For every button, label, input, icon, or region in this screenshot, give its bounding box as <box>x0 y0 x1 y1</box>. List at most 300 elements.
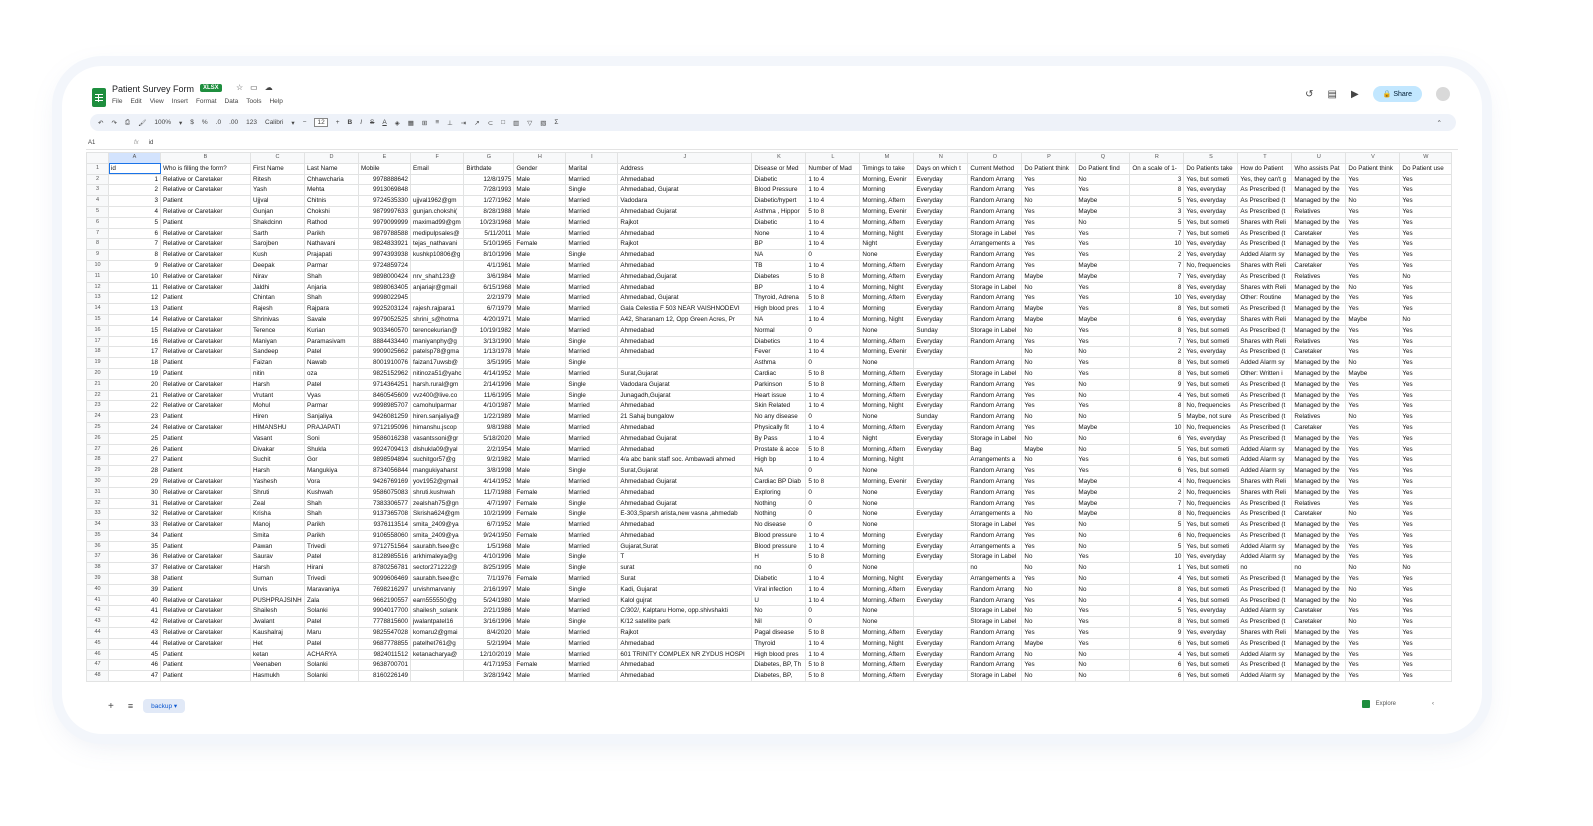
cell[interactable]: Everyday <box>914 239 968 250</box>
cell[interactable]: None <box>860 250 914 261</box>
cell[interactable]: Morning, Evenir <box>860 476 914 487</box>
cell[interactable]: Yash <box>251 185 305 196</box>
cell[interactable]: No <box>1022 358 1076 369</box>
cell[interactable]: Morning, Aftern <box>860 584 914 595</box>
cell[interactable]: smita_2409@ya <box>411 520 464 531</box>
cell[interactable]: Soni <box>305 433 359 444</box>
row-header[interactable]: 1 <box>87 163 109 174</box>
cell[interactable]: anjariajr@gmail <box>411 282 464 293</box>
cell[interactable]: Managed by the <box>1292 185 1346 196</box>
cell[interactable]: As Prescribed (t <box>1238 390 1292 401</box>
cell[interactable]: Yes, everyday <box>1184 293 1238 304</box>
cell[interactable]: Yes <box>1076 606 1130 617</box>
cell[interactable]: Yes <box>1346 466 1400 477</box>
meet-icon[interactable]: ▶ <box>1350 88 1359 100</box>
cell[interactable]: E-303,Sparsh arista,new vasna ,ahmedab <box>618 509 752 520</box>
cell[interactable]: As Prescribed (t <box>1238 304 1292 315</box>
cell[interactable]: Yes, everyday <box>1184 282 1238 293</box>
cell[interactable]: 0 <box>806 617 860 628</box>
cell[interactable]: 0 <box>806 606 860 617</box>
cell[interactable]: Ahmedabad, Gujarat <box>618 185 752 196</box>
cell[interactable]: 9712195096 <box>359 422 411 433</box>
valign-icon[interactable]: ⊥ <box>447 119 453 127</box>
cell[interactable]: Surat,Gujarat <box>618 466 752 477</box>
cell[interactable]: Yes, but someti <box>1184 520 1238 531</box>
cell[interactable]: Male <box>514 401 566 412</box>
cell[interactable]: Managed by the <box>1292 433 1346 444</box>
cell[interactable]: Yes <box>1076 628 1130 639</box>
cell[interactable]: Yes <box>1400 260 1452 271</box>
cell[interactable]: 5 <box>1130 196 1184 207</box>
cell[interactable]: 6 <box>1130 530 1184 541</box>
cell[interactable]: Yes <box>1346 239 1400 250</box>
cell[interactable]: Married <box>566 422 618 433</box>
cell[interactable]: 1 to 4 <box>806 174 860 185</box>
cell[interactable]: 9586016238 <box>359 433 411 444</box>
cell[interactable]: Yes <box>1022 574 1076 585</box>
move-folder-icon[interactable]: ▭ <box>250 83 258 92</box>
cell[interactable]: Kush <box>251 250 305 261</box>
column-header[interactable]: P <box>1022 153 1076 164</box>
cell[interactable]: no <box>1292 563 1346 574</box>
cell[interactable]: Managed by the <box>1292 401 1346 412</box>
cell[interactable]: Everyday <box>914 595 968 606</box>
cell[interactable]: Married <box>566 530 618 541</box>
cell[interactable]: Yes, but someti <box>1184 379 1238 390</box>
cell[interactable]: 9/24/1950 <box>464 530 514 541</box>
cell[interactable]: Veenaben <box>251 660 305 671</box>
cell[interactable]: Relatives <box>1292 412 1346 423</box>
cell[interactable]: Everyday <box>914 260 968 271</box>
cell[interactable]: Added Alarm sy <box>1238 671 1292 682</box>
cell[interactable]: Everyday <box>914 206 968 217</box>
cell[interactable]: Suchit <box>251 455 305 466</box>
cell[interactable]: Yes <box>1346 217 1400 228</box>
cell[interactable]: As Prescribed (t <box>1238 574 1292 585</box>
cell[interactable]: 9638700701 <box>359 660 411 671</box>
cell[interactable]: 4/a abc bank staff soc. Ambawadi ahmed <box>618 455 752 466</box>
column-header[interactable]: A <box>109 153 161 164</box>
cell[interactable]: Ahmedabad <box>618 671 752 682</box>
cell[interactable]: Female <box>514 498 566 509</box>
cell[interactable]: Yes, but someti <box>1184 649 1238 660</box>
cell[interactable]: harsh.rural@gm <box>411 379 464 390</box>
cell[interactable]: Yes, but someti <box>1184 574 1238 585</box>
cell[interactable]: Random Arrang <box>968 260 1022 271</box>
cell[interactable]: Yes <box>1346 455 1400 466</box>
cell[interactable]: Yes, but someti <box>1184 174 1238 185</box>
cell[interactable]: Nawab <box>305 358 359 369</box>
cell[interactable]: Relatives <box>1292 498 1346 509</box>
cell[interactable]: Asthma , Hippor <box>752 206 806 217</box>
cell[interactable]: Everyday <box>914 401 968 412</box>
cell[interactable]: Deepak <box>251 260 305 271</box>
cell[interactable]: 35 <box>109 541 161 552</box>
cell[interactable]: Kurian <box>305 325 359 336</box>
cell[interactable]: Shakdcinn <box>251 217 305 228</box>
cell[interactable]: Ahmedabad <box>618 660 752 671</box>
cell[interactable]: 0 <box>806 358 860 369</box>
cell[interactable]: Morning, Aftern <box>860 293 914 304</box>
cell[interactable]: Married <box>566 401 618 412</box>
cell[interactable]: Everyday <box>914 217 968 228</box>
cell[interactable]: No, frequencies <box>1184 422 1238 433</box>
cell[interactable]: No <box>1076 379 1130 390</box>
cell[interactable]: 5 <box>109 217 161 228</box>
cell[interactable]: Smita <box>251 530 305 541</box>
cell[interactable]: Relative or Caretaker <box>161 347 251 358</box>
side-panel-toggle-icon[interactable]: ‹ <box>1432 701 1434 707</box>
cell[interactable]: Ahmedabad Gujarat <box>618 206 752 217</box>
cell[interactable]: None <box>860 606 914 617</box>
row-header[interactable]: 29 <box>87 466 109 477</box>
cell[interactable]: Married <box>566 304 618 315</box>
cell[interactable]: Yes <box>1022 660 1076 671</box>
column-header[interactable]: D <box>305 153 359 164</box>
cell[interactable]: Viral infection <box>752 584 806 595</box>
row-header[interactable]: 4 <box>87 196 109 207</box>
number-format-button[interactable]: 123 <box>246 119 257 126</box>
cell[interactable]: Yes <box>1400 379 1452 390</box>
cell[interactable]: 10/2/1999 <box>464 509 514 520</box>
cell[interactable]: Patient <box>161 574 251 585</box>
cell[interactable]: Kalol gujrat <box>618 595 752 606</box>
cell[interactable]: Relative or Caretaker <box>161 282 251 293</box>
cell[interactable]: Managed by the <box>1292 638 1346 649</box>
cell[interactable]: Gor <box>305 455 359 466</box>
cell[interactable]: Single <box>566 509 618 520</box>
cell[interactable]: 4 <box>1130 574 1184 585</box>
cell[interactable]: No <box>1076 671 1130 682</box>
cell[interactable]: 10 <box>1130 422 1184 433</box>
cell[interactable]: Blood Pressure <box>752 185 806 196</box>
cell[interactable]: Male <box>514 617 566 628</box>
cell[interactable]: Single <box>566 584 618 595</box>
cell[interactable]: Zala <box>305 595 359 606</box>
cell[interactable]: Everyday <box>914 574 968 585</box>
cell[interactable]: Married <box>566 628 618 639</box>
cell[interactable]: Morning, Aftern <box>860 390 914 401</box>
cell[interactable]: 0 <box>806 412 860 423</box>
cell[interactable]: Rathod <box>305 217 359 228</box>
cell[interactable]: Morning, Aftern <box>860 422 914 433</box>
cell[interactable]: Maybe <box>1022 314 1076 325</box>
cell[interactable]: 1 to 4 <box>806 390 860 401</box>
cell[interactable]: Maybe <box>1076 509 1130 520</box>
cell[interactable]: 9586075083 <box>359 487 411 498</box>
cell[interactable]: Do Patients take <box>1184 163 1238 174</box>
cell[interactable]: Yes <box>1346 541 1400 552</box>
cell[interactable]: Male <box>514 368 566 379</box>
cell[interactable]: Yes <box>1400 422 1452 433</box>
cell[interactable]: Yes <box>1022 174 1076 185</box>
cell[interactable]: Yes <box>1346 174 1400 185</box>
cell[interactable]: Yes <box>1076 638 1130 649</box>
cell[interactable]: Shah <box>305 293 359 304</box>
cell[interactable]: First Name <box>251 163 305 174</box>
cell[interactable]: Added Alarm sy <box>1238 358 1292 369</box>
cell[interactable]: Asthma <box>752 358 806 369</box>
cell[interactable]: Yes, but someti <box>1184 660 1238 671</box>
cell[interactable]: Maybe <box>1022 444 1076 455</box>
cell[interactable]: Yes <box>1400 455 1452 466</box>
cell[interactable]: 10 <box>1130 552 1184 563</box>
cell[interactable]: 6 <box>1130 455 1184 466</box>
cell[interactable]: H <box>752 552 806 563</box>
cell[interactable]: Morning <box>860 541 914 552</box>
cell[interactable]: 31 <box>109 498 161 509</box>
row-header[interactable]: 23 <box>87 401 109 412</box>
row-header[interactable]: 5 <box>87 206 109 217</box>
cell[interactable]: None <box>860 325 914 336</box>
cell[interactable]: nitinoza51@yahc <box>411 368 464 379</box>
cell[interactable]: Married <box>566 282 618 293</box>
cell[interactable]: Everyday <box>914 293 968 304</box>
cell[interactable]: Everyday <box>914 314 968 325</box>
cell[interactable]: Random Arrang <box>968 628 1022 639</box>
cell[interactable]: Yes <box>1400 444 1452 455</box>
cell[interactable]: 9099606469 <box>359 574 411 585</box>
cell[interactable]: Days on which t <box>914 163 968 174</box>
cell[interactable]: Patient <box>161 671 251 682</box>
cell[interactable]: Storage in Label <box>968 368 1022 379</box>
row-header[interactable]: 20 <box>87 368 109 379</box>
cell[interactable]: As Prescribed (t <box>1238 401 1292 412</box>
cell[interactable]: Yes, but someti <box>1184 336 1238 347</box>
cell[interactable]: 8734056844 <box>359 466 411 477</box>
cell[interactable]: 11/7/1988 <box>464 487 514 498</box>
cell[interactable]: Surat <box>618 574 752 585</box>
cell[interactable]: terencekurian@ <box>411 325 464 336</box>
cell[interactable]: Shares with Reli <box>1238 487 1292 498</box>
cell[interactable]: Yes <box>1346 433 1400 444</box>
cell[interactable]: Maniyan <box>251 336 305 347</box>
cell[interactable]: 5 to 8 <box>806 368 860 379</box>
cell[interactable] <box>914 466 968 477</box>
cell[interactable]: Relative or Caretaker <box>161 552 251 563</box>
cell[interactable]: Storage in Label <box>968 433 1022 444</box>
cell[interactable]: Morning, Night <box>860 282 914 293</box>
cell[interactable]: Yes <box>1346 606 1400 617</box>
cell[interactable]: 7383306577 <box>359 498 411 509</box>
cell[interactable]: 4 <box>1130 649 1184 660</box>
cell[interactable]: 9 <box>1130 628 1184 639</box>
cell[interactable]: Yes <box>1400 401 1452 412</box>
cell[interactable]: Night <box>860 239 914 250</box>
column-header[interactable]: T <box>1238 153 1292 164</box>
cell[interactable]: Married <box>566 412 618 423</box>
cell[interactable]: 21 Sahaj bungalow <box>618 412 752 423</box>
cell[interactable]: Morning, Aftern <box>860 368 914 379</box>
cell[interactable] <box>411 185 464 196</box>
cell[interactable]: Female <box>514 239 566 250</box>
cell[interactable]: 9978888642 <box>359 174 411 185</box>
cell[interactable]: Single <box>566 617 618 628</box>
cell[interactable]: 3/16/1996 <box>464 617 514 628</box>
row-header[interactable]: 27 <box>87 444 109 455</box>
cell[interactable]: 6 <box>1130 671 1184 682</box>
cell[interactable]: As Prescribed (t <box>1238 196 1292 207</box>
cell[interactable]: Relative or Caretaker <box>161 228 251 239</box>
cell[interactable]: By Pass <box>752 433 806 444</box>
cell[interactable]: 2/21/1986 <box>464 606 514 617</box>
cell[interactable]: 39 <box>109 584 161 595</box>
cell[interactable]: Do Patient find <box>1076 163 1130 174</box>
cell[interactable]: Relative or Caretaker <box>161 628 251 639</box>
cell[interactable]: 11/6/1995 <box>464 390 514 401</box>
cell[interactable]: High blood pres <box>752 304 806 315</box>
cell[interactable]: None <box>860 509 914 520</box>
cell[interactable]: Single <box>566 466 618 477</box>
cell[interactable]: 8 <box>1130 509 1184 520</box>
cell[interactable]: 0 <box>806 509 860 520</box>
cell[interactable]: Managed by the <box>1292 520 1346 531</box>
cell[interactable]: 5 to 8 <box>806 476 860 487</box>
cell[interactable]: 8780256781 <box>359 563 411 574</box>
cell[interactable]: 8 <box>1130 368 1184 379</box>
cell[interactable]: No, frequencies <box>1184 509 1238 520</box>
cell[interactable]: Diabetic <box>752 574 806 585</box>
cell[interactable]: 29 <box>109 476 161 487</box>
cell[interactable]: Yes <box>1346 336 1400 347</box>
cell[interactable]: No <box>1346 282 1400 293</box>
cell[interactable]: Ahmedabad <box>618 401 752 412</box>
cell[interactable]: Everyday <box>914 282 968 293</box>
cell[interactable]: Caretaker <box>1292 228 1346 239</box>
cell[interactable]: 5 to 8 <box>806 660 860 671</box>
cell[interactable]: 4/1/1961 <box>464 260 514 271</box>
cell[interactable]: 9879788588 <box>359 228 411 239</box>
cell[interactable]: No <box>1076 520 1130 531</box>
cell[interactable]: 3/13/1990 <box>464 336 514 347</box>
cell[interactable]: Morning, Aftern <box>860 649 914 660</box>
comments-icon[interactable]: ▤ <box>1327 88 1337 100</box>
cell[interactable]: 6 <box>109 228 161 239</box>
cell[interactable]: Rajpara <box>305 304 359 315</box>
cell[interactable]: 10 <box>1130 239 1184 250</box>
cell[interactable]: Male <box>514 250 566 261</box>
cell[interactable]: Everyday <box>914 250 968 261</box>
cell[interactable]: No disease <box>752 520 806 531</box>
cell[interactable]: no <box>968 563 1022 574</box>
cell[interactable]: 7 <box>1130 498 1184 509</box>
cell[interactable]: Yes <box>1400 293 1452 304</box>
cell[interactable]: Sarojben <box>251 239 305 250</box>
cell[interactable]: 8/28/1988 <box>464 206 514 217</box>
cell[interactable]: Sarth <box>251 228 305 239</box>
cell[interactable]: 9879997633 <box>359 206 411 217</box>
cell[interactable]: Parmar <box>305 260 359 271</box>
cell[interactable]: Nil <box>752 617 806 628</box>
cell[interactable]: Male <box>514 260 566 271</box>
cell[interactable]: Managed by the <box>1292 390 1346 401</box>
row-header[interactable]: 38 <box>87 563 109 574</box>
cell[interactable]: Yes, everyday <box>1184 433 1238 444</box>
cell[interactable]: Random Arrang <box>968 271 1022 282</box>
decrease-decimal-button[interactable]: .0 <box>215 119 222 126</box>
cell[interactable]: Yes, but someti <box>1184 671 1238 682</box>
cell[interactable]: BP <box>752 239 806 250</box>
cell[interactable]: kushkp10806@g <box>411 250 464 261</box>
cell[interactable]: Relative or Caretaker <box>161 206 251 217</box>
cell[interactable]: Married <box>566 293 618 304</box>
cell[interactable]: Storage in Label <box>968 325 1022 336</box>
cell[interactable]: 28 <box>109 466 161 477</box>
cell[interactable]: 37 <box>109 563 161 574</box>
cell[interactable]: saurabh.fsee@c <box>411 574 464 585</box>
cell[interactable]: No <box>1022 617 1076 628</box>
cell[interactable]: Yes <box>1022 422 1076 433</box>
cell[interactable]: BP <box>752 282 806 293</box>
cell[interactable]: No, frequencies <box>1184 487 1238 498</box>
row-header[interactable]: 47 <box>87 660 109 671</box>
cell[interactable]: Random Arrang <box>968 476 1022 487</box>
cell[interactable]: 9824011512 <box>359 649 411 660</box>
cell[interactable]: Random Arrang <box>968 250 1022 261</box>
cell[interactable]: 8 <box>109 250 161 261</box>
cell[interactable]: 16 <box>109 336 161 347</box>
cell[interactable]: Storage in Label <box>968 671 1022 682</box>
cell[interactable]: Terence <box>251 325 305 336</box>
cell[interactable]: 9137365708 <box>359 509 411 520</box>
column-header[interactable]: R <box>1130 153 1184 164</box>
cell[interactable]: Managed by the <box>1292 444 1346 455</box>
cell[interactable]: Yes <box>1400 498 1452 509</box>
cell[interactable]: Yes <box>1346 649 1400 660</box>
cell[interactable]: Married <box>566 638 618 649</box>
cell[interactable]: 42 <box>109 617 161 628</box>
row-header[interactable]: 2 <box>87 174 109 185</box>
cell[interactable]: mangukiyaharst <box>411 466 464 477</box>
cell[interactable]: Yes, everyday <box>1184 250 1238 261</box>
cell[interactable]: 8 <box>1130 325 1184 336</box>
cell[interactable]: 9106558060 <box>359 530 411 541</box>
cell[interactable]: Yes <box>1400 433 1452 444</box>
cell[interactable]: 7/28/1993 <box>464 185 514 196</box>
column-header[interactable]: N <box>914 153 968 164</box>
cell[interactable]: As Prescribed (t <box>1238 379 1292 390</box>
cell[interactable]: Everyday <box>914 487 968 498</box>
cell[interactable]: Patient <box>161 541 251 552</box>
cell[interactable]: faizan17uwsb@ <box>411 358 464 369</box>
cell[interactable]: 6 <box>1130 433 1184 444</box>
cell[interactable]: As Prescribed (t <box>1238 520 1292 531</box>
cell[interactable]: 18 <box>109 358 161 369</box>
cell[interactable]: Ahmedabad <box>618 336 752 347</box>
cell[interactable]: Morning, Aftern <box>860 671 914 682</box>
history-icon[interactable]: ↺ <box>1305 88 1314 100</box>
column-header[interactable]: U <box>1292 153 1346 164</box>
row-header[interactable]: 14 <box>87 304 109 315</box>
cell[interactable]: Married <box>566 433 618 444</box>
cell[interactable]: Caretaker <box>1292 347 1346 358</box>
cell[interactable] <box>914 617 968 628</box>
cell[interactable]: No <box>1346 196 1400 207</box>
cell[interactable]: 9898063405 <box>359 282 411 293</box>
cell[interactable]: Morning, Night <box>860 455 914 466</box>
cell[interactable]: 5 to 8 <box>806 379 860 390</box>
cell[interactable]: Married <box>566 314 618 325</box>
cell[interactable]: 5/2/1994 <box>464 638 514 649</box>
cell[interactable]: Yes <box>1346 552 1400 563</box>
cell[interactable]: 9979052525 <box>359 314 411 325</box>
cell[interactable]: Yes, everyday <box>1184 347 1238 358</box>
row-header[interactable]: 34 <box>87 520 109 531</box>
cell[interactable]: 3/6/1984 <box>464 271 514 282</box>
cell[interactable] <box>411 260 464 271</box>
cell[interactable]: No, frequencies <box>1184 476 1238 487</box>
cell[interactable]: 8460545609 <box>359 390 411 401</box>
